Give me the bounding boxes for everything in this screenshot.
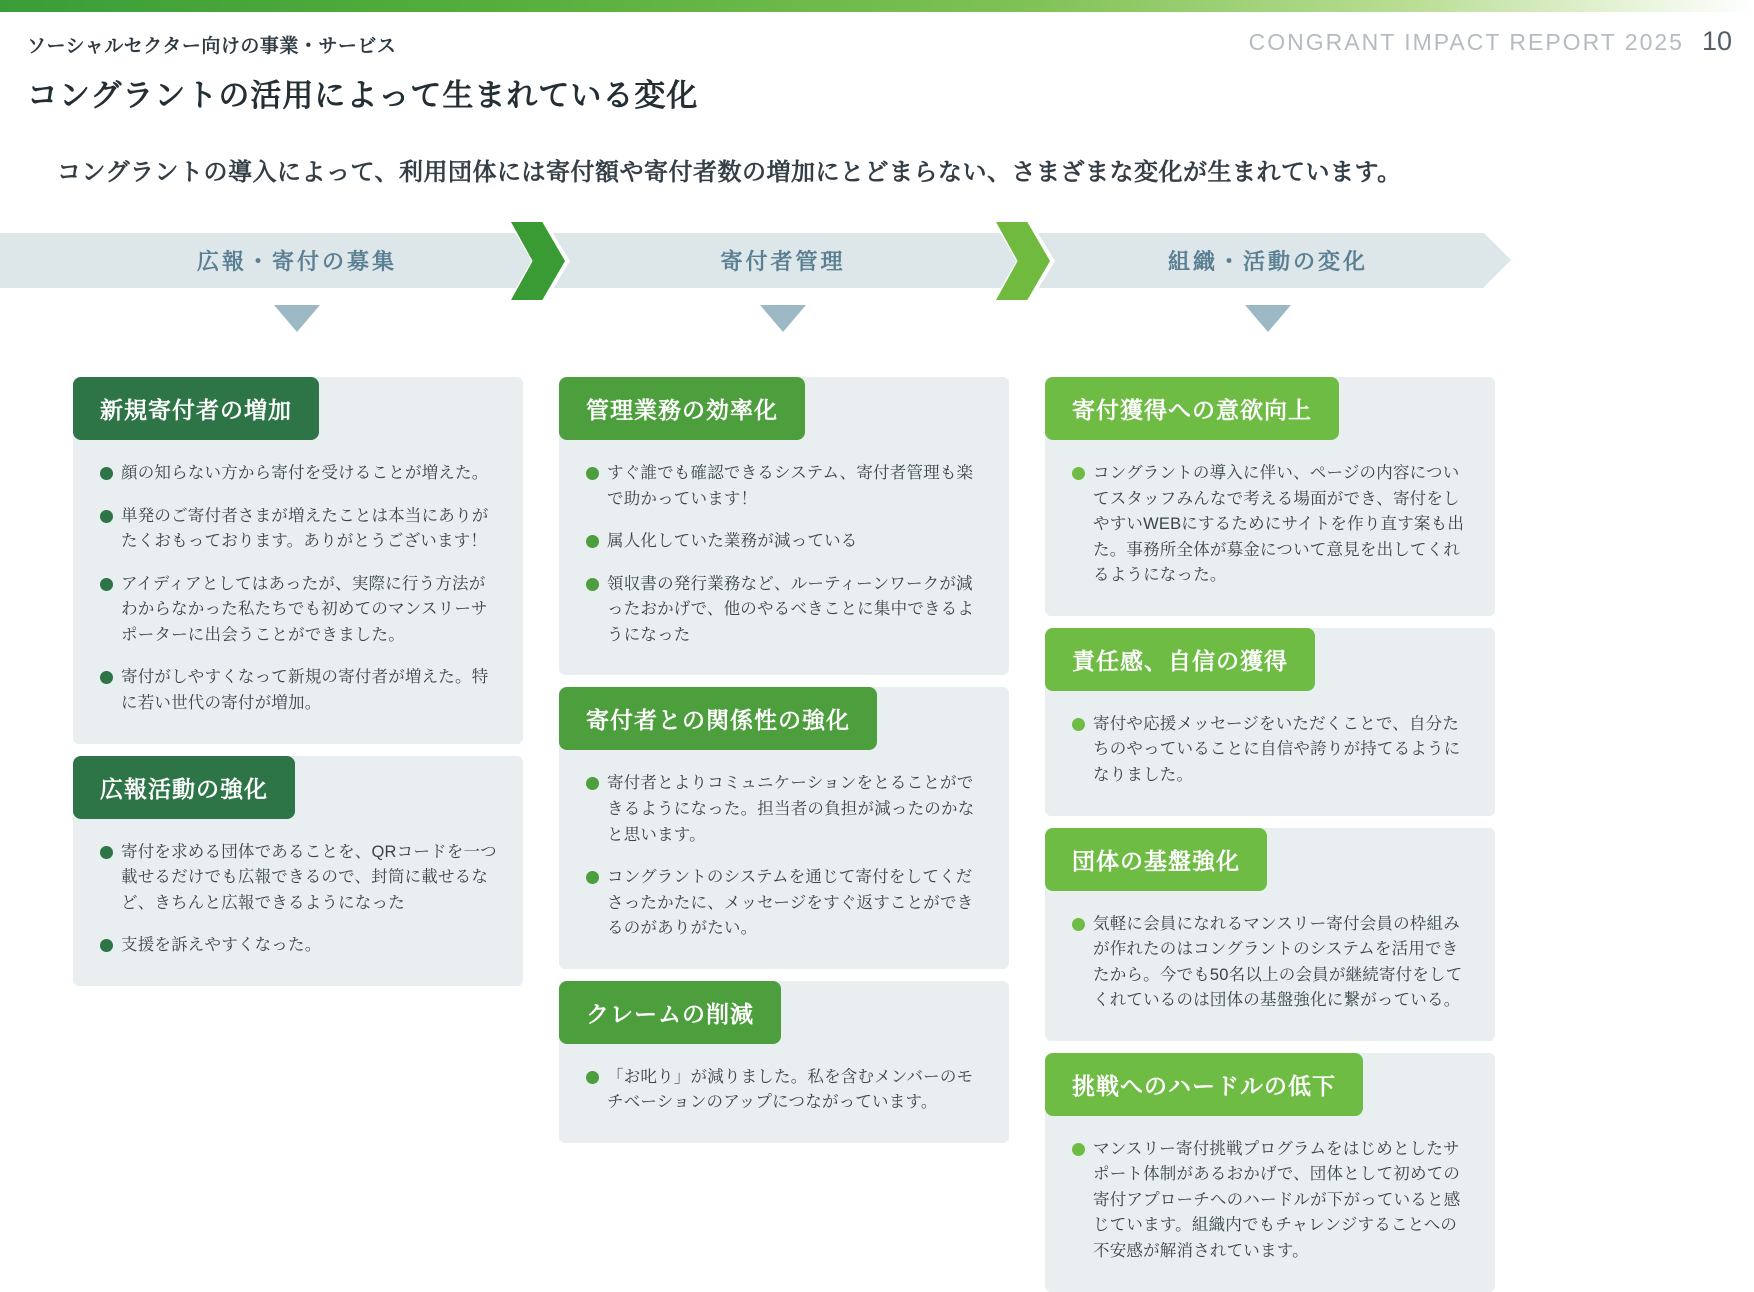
bullet-dot-icon — [100, 846, 113, 859]
change-card — [559, 981, 1009, 1143]
card-title: 新規寄付者の増加 — [73, 377, 319, 440]
change-column-donor-management — [559, 377, 1009, 1292]
bullet-dot-icon — [586, 467, 599, 480]
down-triangle-icon — [760, 305, 806, 332]
bullet-dot-icon — [586, 1071, 599, 1084]
bullet-text: 単発のご寄付者さまが増えたことは本当にありがたくおもっております。ありがとうございます！ — [121, 506, 489, 551]
bullet-text: 寄付者とよりコミュニケーションをとることができるようになった。担当者の負担が減ったのかなと思います。 — [607, 774, 975, 844]
page-number: 10 — [1701, 26, 1732, 56]
bullet-dot-icon — [100, 578, 113, 591]
change-card — [1045, 628, 1495, 816]
change-column-organization-change — [1045, 377, 1495, 1292]
bullet-list — [1045, 440, 1495, 616]
bullet-text: 寄付や応援メッセージをいただくことで、自分たちのやっていることに自信や誇りが持てるようになりました。 — [1093, 714, 1461, 784]
bullet-text: 「お叱り」が減りました。私を含むメンバーのモチベーションのアップにつながっています。 — [607, 1067, 974, 1112]
bullet-item — [100, 461, 501, 487]
change-column-fundraising — [73, 377, 523, 1292]
bullet-text: 支援を訴えやすくなった。 — [121, 936, 322, 955]
bullet-item — [1072, 712, 1473, 789]
bullet-text: 寄付がしやすくなって新規の寄付者が増えた。特に若い世代の寄付が増加。 — [121, 668, 489, 712]
bullet-list — [559, 440, 1009, 675]
chevron-arrow-icon — [511, 222, 565, 300]
bullet-item — [100, 665, 501, 716]
bullet-list — [559, 1044, 1009, 1143]
bullet-item — [100, 572, 501, 649]
bullet-text: 顔の知らない方から寄付を受けることが増えた。 — [121, 464, 489, 482]
bullet-list — [559, 750, 1009, 968]
bullet-dot-icon — [1072, 718, 1085, 731]
card-title: 広報活動の強化 — [73, 756, 295, 819]
bullet-item — [1072, 461, 1473, 589]
bullet-dot-icon — [1072, 918, 1085, 931]
card-title: 挑戦へのハードルの低下 — [1045, 1053, 1363, 1116]
change-card — [73, 756, 523, 986]
columns — [73, 377, 1495, 1292]
bullet-dot-icon — [100, 939, 113, 952]
bullet-text: 気軽に会員になれるマンスリー寄付会員の枠組みが作れたのはコングラントのシステムを活用できたから。今でも50名以上の会員が継続寄付をしてくれているのは団体の基盤強化に繋がっている。 — [1093, 914, 1463, 1010]
bullet-item — [586, 771, 987, 848]
bullet-item — [586, 865, 987, 942]
bullet-list — [73, 819, 523, 986]
bullet-text: コングラントのシステムを通じて寄付をしてくださったかたに、メッセージをすぐ返すことができるのがありがたい。 — [607, 868, 974, 938]
change-card — [1045, 1053, 1495, 1292]
bullet-item — [100, 504, 501, 555]
bullet-dot-icon — [586, 535, 599, 548]
bullet-item — [586, 461, 987, 512]
bullet-item — [100, 933, 501, 959]
bullet-item — [100, 840, 501, 917]
page-subtitle: コングラントの導入によって、利用団体には寄付額や寄付者数の増加にとどまらない、さまざまな変化が生まれています。 — [57, 159, 1402, 186]
bullet-dot-icon — [1072, 467, 1085, 480]
bullet-dot-icon — [100, 671, 113, 684]
bullet-list — [1045, 691, 1495, 816]
report-title: CONGRANT IMPACT REPORT 2025 — [1248, 29, 1684, 55]
change-card — [559, 687, 1009, 968]
bullet-dot-icon — [100, 510, 113, 523]
bullet-list — [73, 440, 523, 744]
change-card — [559, 377, 1009, 675]
top-accent-bar — [0, 0, 1754, 12]
change-card — [1045, 377, 1495, 616]
bullet-dot-icon — [100, 467, 113, 480]
bullet-text: アイディアとしてはあったが、実際に行う方法がわからなかった私たちでも初めてのマンスリーサポーターに出会うことができました。 — [121, 574, 488, 644]
bullet-dot-icon — [586, 871, 599, 884]
down-triangle-icon — [274, 305, 320, 332]
stage-label-donor-management: 寄付者管理 — [720, 249, 846, 274]
bullet-dot-icon — [586, 777, 599, 790]
category-label: ソーシャルセクター向けの事業・サービス — [27, 36, 397, 57]
bullet-text: マンスリー寄付挑戦プログラムをはじめとしたサポート体制があるおかげで、団体として初めての寄付アプローチへのハードルが下がっていると感じています。組織内でもチャレンジすることへの不安感が解消されています。 — [1093, 1139, 1461, 1260]
bullet-text: 寄付を求める団体であることを、QRコードを一つ載せるだけでも広報できるので、封筒に載せるなど、きちんと広報できるようになった — [121, 842, 497, 912]
card-title: クレームの削減 — [559, 981, 781, 1044]
bullet-item — [1072, 1137, 1473, 1265]
bullet-item — [586, 1065, 987, 1116]
report-header — [1249, 26, 1732, 57]
bullet-item — [1072, 912, 1473, 1014]
card-title: 寄付者との関係性の強化 — [559, 687, 877, 750]
chevron-arrow-icon — [996, 222, 1050, 300]
change-card — [73, 377, 523, 744]
process-flow — [0, 233, 1754, 338]
bullet-item — [586, 529, 987, 555]
bullet-text: コングラントの導入に伴い、ページの内容についてスタッフみんなで考える場面ができ、寄付をしやすいWEBにするためにサイトを作り直す案も出た。事務所全体が募金について意見を出してくれるようになった。 — [1093, 464, 1465, 585]
bullet-text: 属人化していた業務が減っている — [607, 532, 858, 551]
bullet-text: 領収書の発行業務など、ルーティーンワークが減ったおかげで、他のやるべきことに集中できるようになった — [607, 574, 975, 644]
bullet-text: すぐ誰でも確認できるシステム、寄付者管理も楽で助かっています！ — [607, 464, 974, 508]
card-title: 責任感、自信の獲得 — [1045, 628, 1315, 691]
stage-label-organization-change: 組織・活動の変化 — [1167, 249, 1369, 274]
change-card — [1045, 828, 1495, 1041]
bullet-item — [586, 572, 987, 649]
stage-label-fundraising: 広報・寄付の募集 — [196, 249, 398, 274]
bullet-list — [1045, 891, 1495, 1041]
page-title: コングラントの活用によって生まれている変化 — [27, 78, 699, 113]
bullet-list — [1045, 1116, 1495, 1292]
card-title: 管理業務の効率化 — [559, 377, 805, 440]
bullet-dot-icon — [586, 578, 599, 591]
bullet-dot-icon — [1072, 1143, 1085, 1156]
card-title: 寄付獲得への意欲向上 — [1045, 377, 1339, 440]
down-triangle-icon — [1245, 305, 1291, 332]
card-title: 団体の基盤強化 — [1045, 828, 1267, 891]
